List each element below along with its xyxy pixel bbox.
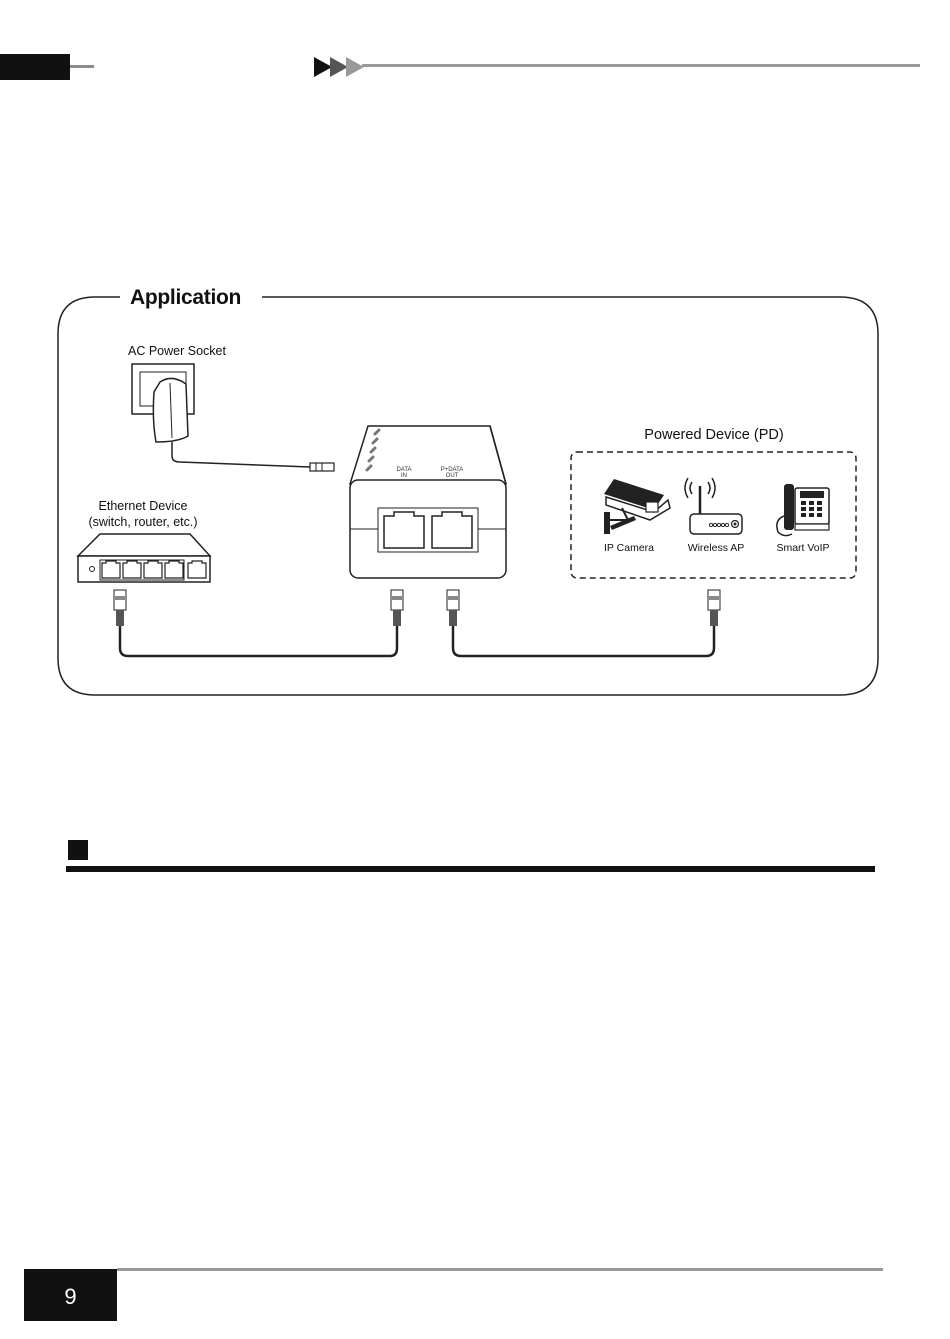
section-rule bbox=[66, 866, 875, 872]
ip-camera-label: IP Camera bbox=[604, 542, 654, 554]
application-title: Application bbox=[128, 286, 247, 310]
ethernet-cable-right bbox=[453, 626, 714, 656]
power-plug-icon bbox=[310, 463, 334, 471]
smart-voip-label: Smart VoIP bbox=[776, 542, 830, 554]
page-number: 9 bbox=[64, 1284, 77, 1309]
footer-rule bbox=[117, 1268, 883, 1271]
voip-phone-icon bbox=[777, 484, 829, 536]
ethernet-device-sublabel: (switch, router, etc.) bbox=[88, 515, 198, 529]
section-marker-square bbox=[68, 840, 88, 860]
header-block bbox=[0, 54, 70, 80]
ethernet-switch-icon bbox=[78, 534, 210, 582]
ethernet-cable-left bbox=[120, 626, 397, 656]
wireless-ap-icon bbox=[685, 478, 742, 534]
header-arrows-icon bbox=[314, 56, 364, 78]
power-cable bbox=[172, 442, 310, 467]
header-line-short bbox=[70, 65, 94, 68]
ac-power-socket-icon bbox=[132, 364, 194, 442]
wireless-ap-label: Wireless AP bbox=[687, 542, 745, 554]
ip-camera-icon bbox=[604, 479, 670, 534]
poe-injector-icon bbox=[350, 426, 506, 578]
ac-socket-label: AC Power Socket bbox=[128, 344, 226, 358]
port-pdata-out-label: P+DATA OUT bbox=[440, 467, 464, 479]
rj45-connector-icon bbox=[114, 590, 720, 610]
pd-group-label: Powered Device (PD) bbox=[606, 427, 822, 443]
port-data-in-label: DATA IN bbox=[396, 467, 412, 479]
header-rule bbox=[362, 64, 920, 67]
ethernet-device-label: Ethernet Device bbox=[98, 499, 188, 513]
